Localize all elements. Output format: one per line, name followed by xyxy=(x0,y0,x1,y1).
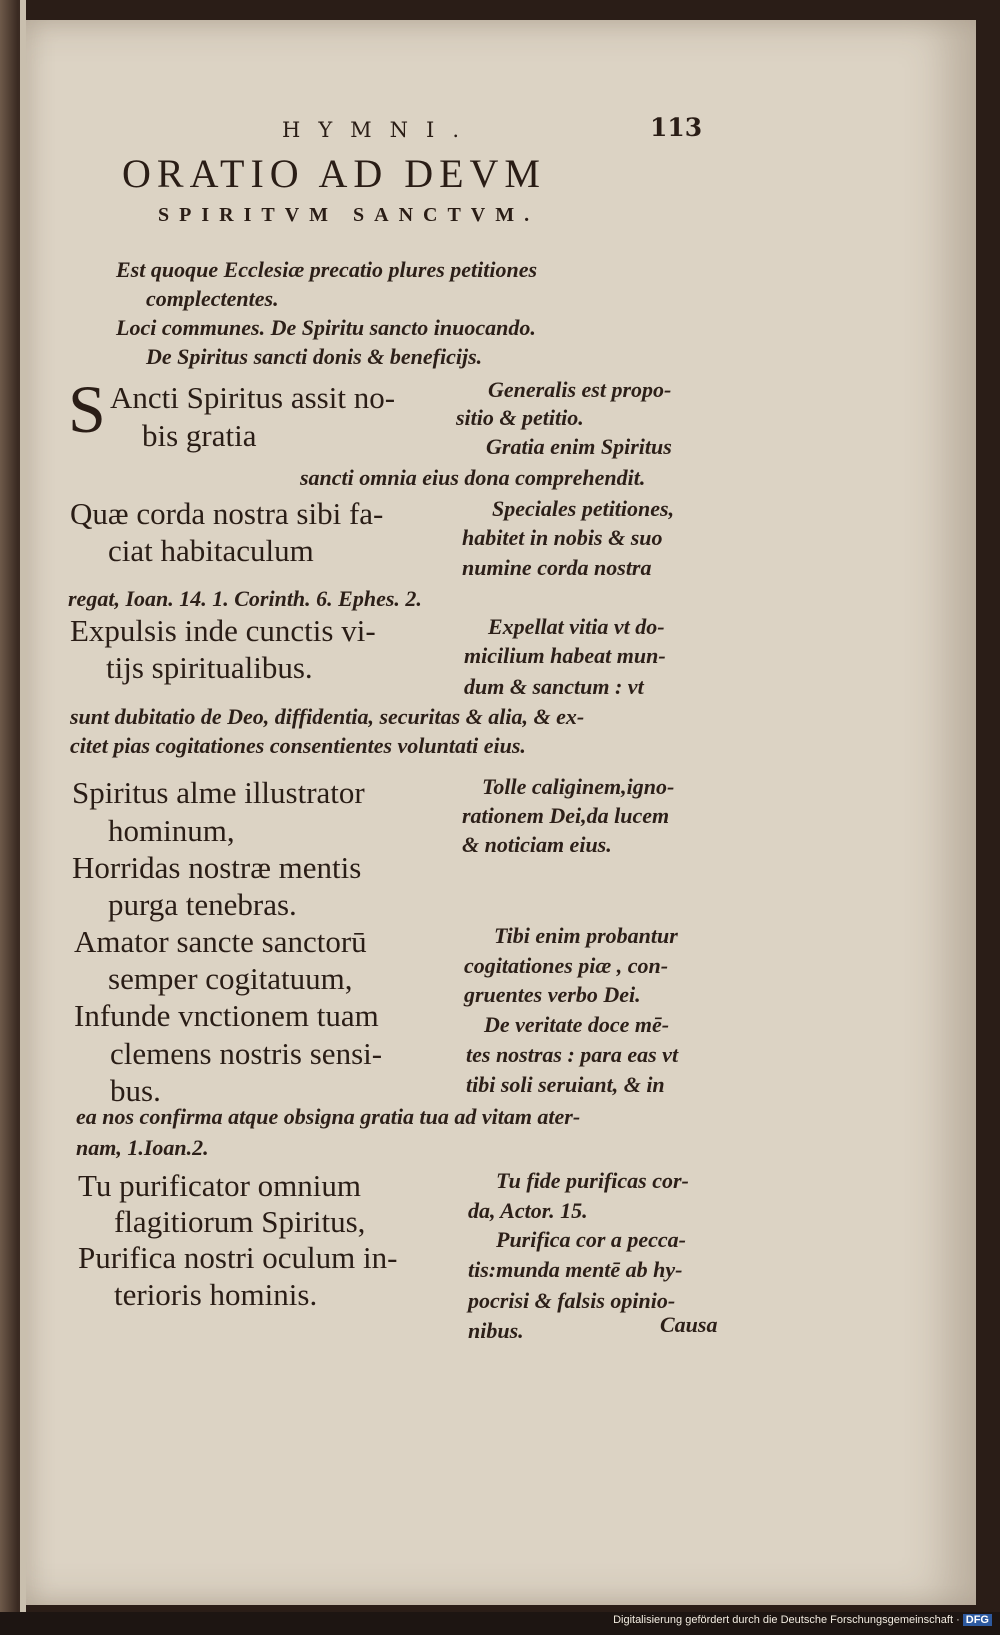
hymn-line: Tu purificator omnium xyxy=(78,1168,362,1203)
hymn-line: Ancti Spiritus assit no- xyxy=(110,380,396,415)
gloss-line: sunt dubitatio de Deo, diffidentia, securitas & alia, & ex- xyxy=(70,704,585,729)
gloss-line: Tibi enim probantur xyxy=(494,923,678,948)
page-number: 113 xyxy=(650,113,703,142)
gloss-line: regat, Ioan. 14. 1. Corinth. 6. Ephes. 2. xyxy=(68,586,422,611)
gloss-line: tes nostras : para eas vt xyxy=(466,1042,679,1067)
gloss-line: nibus. xyxy=(468,1318,524,1343)
hymn-line: tijs spiritualibus. xyxy=(106,650,313,685)
intro-line: Est quoque Ecclesiæ precatio plures petitiones xyxy=(116,257,538,282)
hymn-line: ciat habitaculum xyxy=(108,533,314,568)
gloss-line: gruentes verbo Dei. xyxy=(464,982,641,1007)
gloss-line: numine corda nostra xyxy=(462,555,652,580)
hymn-line: flagitiorum Spiritus, xyxy=(114,1204,366,1239)
gloss-line: Purifica cor a pecca- xyxy=(496,1227,686,1252)
hymn-line: purga tenebras. xyxy=(108,887,297,922)
gloss-line: da, Actor. 15. xyxy=(468,1198,588,1223)
intro-line: Loci communes. De Spiritu sancto inuocando. xyxy=(116,315,536,340)
gloss-line: nam, 1.Ioan.2. xyxy=(76,1135,209,1160)
gloss-line: Gratia enim Spiritus xyxy=(486,434,672,459)
hymn-line: Expulsis inde cunctis vi- xyxy=(70,613,376,648)
gloss-line: Generalis est propo- xyxy=(488,377,672,402)
digitization-credit: Digitalisierung gefördert durch die Deutsche Forschungsgemeinschaft · DFG xyxy=(613,1614,992,1626)
page-title: ORATIO AD DEVM xyxy=(122,151,546,196)
hymn-line: semper cogitatuum, xyxy=(108,961,353,996)
gloss-line: De veritate doce mē- xyxy=(484,1012,670,1037)
gloss-line: dum & sanctum : vt xyxy=(464,674,644,699)
hymn-line: Infunde vnctionem tuam xyxy=(74,998,379,1033)
dfg-logo: DFG xyxy=(963,1614,992,1626)
intro-line: De Spiritus sancti donis & beneficijs. xyxy=(146,344,483,369)
gloss-line: sancti omnia eius dona comprehendit. xyxy=(300,465,646,490)
gloss-line: Tu fide purificas cor- xyxy=(496,1168,689,1193)
gloss-line: micilium habeat mun- xyxy=(464,643,666,668)
gloss-line: ea nos confirma atque obsigna gratia tua ad vitam ater- xyxy=(76,1104,581,1129)
hymn-line: Amator sancte sanctorū xyxy=(74,924,367,959)
gloss-line: rationem Dei,da lucem xyxy=(462,803,670,828)
hymn-line: bus. xyxy=(110,1073,161,1108)
hymn-line: Spiritus alme illustrator xyxy=(72,775,365,810)
hymn-line: bis gratia xyxy=(142,418,257,453)
gloss-line: tibi soli seruiant, & in xyxy=(466,1072,665,1097)
gloss-line: cogitationes piæ , con- xyxy=(464,953,669,978)
hymn-line: clemens nostris sensi- xyxy=(110,1036,383,1071)
gloss-line: citet pias cogitationes consentientes voluntati eius. xyxy=(70,733,526,758)
intro-line: complectentes. xyxy=(146,286,279,311)
catchword: Causa xyxy=(660,1312,718,1337)
hymn-line: hominum, xyxy=(108,813,235,848)
gloss-line: sitio & petitio. xyxy=(456,405,584,430)
gloss-line: habitet in nobis & suo xyxy=(462,525,663,550)
running-head-title: HYMNI. xyxy=(282,118,478,142)
page-subtitle: SPIRITVM SANCTVM. xyxy=(158,204,540,226)
gloss-line: tis:munda mentē ab hy- xyxy=(468,1257,683,1282)
gloss-line: Expellat vitia vt do- xyxy=(488,614,665,639)
gloss-line: & noticiam eius. xyxy=(462,832,612,857)
drop-capital: S xyxy=(68,371,106,447)
hymn-line: terioris hominis. xyxy=(114,1277,318,1312)
book-spine xyxy=(0,0,22,1635)
hymn-line: Purifica nostri oculum in- xyxy=(78,1240,398,1275)
gloss-line: Speciales petitiones, xyxy=(492,496,675,521)
hymn-line: Horridas nostræ mentis xyxy=(72,850,362,885)
credit-text: Digitalisierung gefördert durch die Deutsche Forschungsgemeinschaft xyxy=(613,1614,954,1626)
gloss-line: Tolle caliginem,igno- xyxy=(482,774,675,799)
gloss-line: pocrisi & falsis opinio- xyxy=(468,1288,676,1313)
hymn-line: Quæ corda nostra sibi fa- xyxy=(70,496,384,531)
